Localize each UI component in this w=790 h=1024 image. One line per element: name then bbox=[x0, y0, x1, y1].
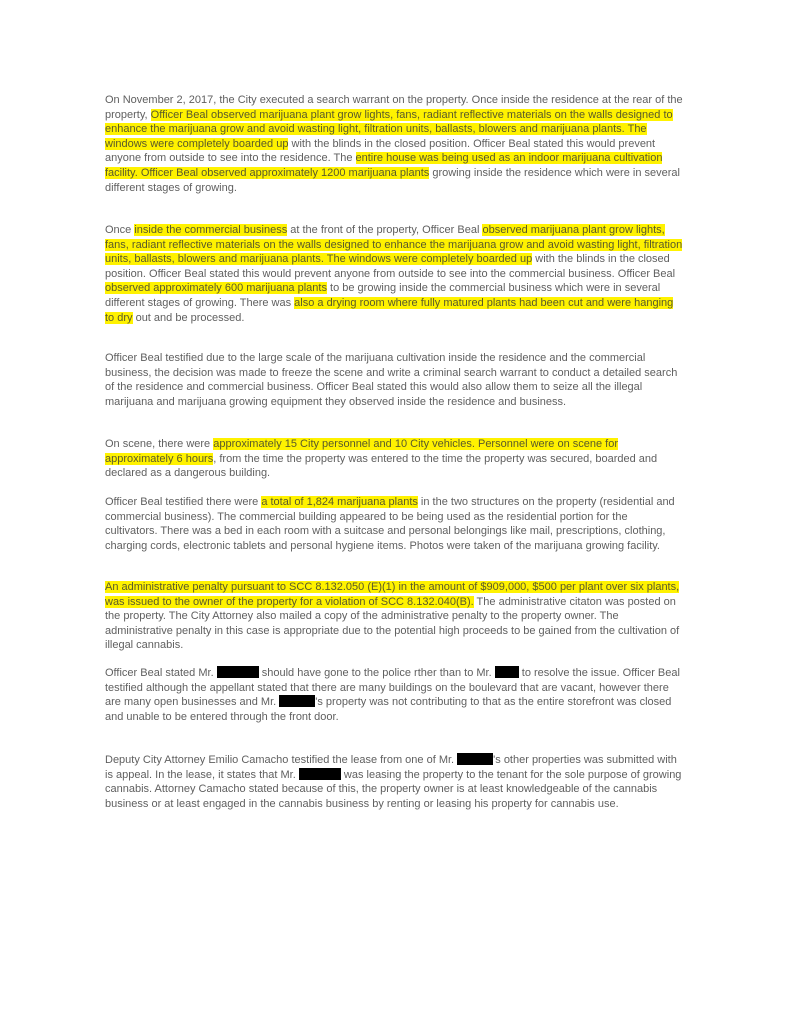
highlighted-text: An administrative penalty pursuant to SCC 8.132.050 (E)(1) in the amount of $909,000, $500 per plant over six plants, was issued to the owner of the property for a violation of SCC 8.132.040(B). bbox=[105, 581, 680, 608]
paragraph-commercial-business bbox=[105, 223, 683, 325]
paragraph-text: 's property was not contributing to that as the entire storefront was closed and unable to be entered through the front door. bbox=[105, 696, 672, 723]
paragraph-text: , from the time the property was entered to the time the property was secured, boarded and declared as a dangerous building. bbox=[105, 452, 658, 480]
paragraph-total-plants bbox=[105, 495, 683, 553]
highlighted-text: inside the commercial business bbox=[134, 224, 288, 236]
paragraph-text: at the front of the property, Officer Beal bbox=[287, 224, 483, 236]
highlighted-text: Officer Beal observed marijuana plant grow lights, fans, radiant reflective materials on the walls designed to enhance the marijuana grow and avoid wasting light, filtration units, ballasts, blowers and marijuana plants. The windows were completely boarded up bbox=[105, 108, 673, 150]
paragraph-text: On scene, there were bbox=[105, 438, 214, 450]
paragraph-text: growing inside the residence which were in several different stages of growing. bbox=[105, 166, 680, 194]
redaction-box bbox=[279, 695, 315, 707]
paragraph-text: On November 2, 2017, the City executed a search warrant on the property. Once inside the residence at the rear of the property, bbox=[105, 94, 683, 121]
redaction-box bbox=[299, 768, 341, 780]
paragraph-text: Deputy City Attorney Emilio Camacho testified the lease from one of Mr. bbox=[105, 754, 458, 766]
redaction-box bbox=[457, 753, 493, 765]
paragraph-text: 's other properties was submitted with is appeal. In the lease, it states that Mr. bbox=[105, 754, 677, 781]
paragraph-search-warrant-residence bbox=[105, 93, 683, 195]
highlighted-text: observed approximately 600 marijuana plants bbox=[105, 282, 327, 295]
paragraph-on-scene-personnel bbox=[105, 437, 683, 481]
redaction-box bbox=[217, 666, 259, 678]
paragraph-text: should have gone to the police rther than to Mr. bbox=[258, 667, 495, 679]
highlighted-text: entire house was being used as an indoor marijuana cultivation facility. Officer Beal observed approximately 1200 marijuana plants bbox=[105, 152, 663, 179]
paragraph-deputy-city-attorney bbox=[105, 753, 683, 811]
highlighted-text: observed marijuana plant grow lights, fans, radiant reflective materials on the walls designed to enhance the marijuana grow and avoid wasting light, filtration units, ballasts, blowers and marijuana plants. The windows were completely boarded up bbox=[105, 224, 683, 266]
paragraph-text: Officer Beal stated Mr. bbox=[105, 667, 217, 679]
redaction-box bbox=[495, 666, 519, 678]
paragraph-text: was leasing the property to the tenant for the sole purpose of growing cannabis. Attorney Camacho stated because of this, the property owner is at least knowledgeable of the cannabis business or at least engaged in the cannabis business by renting or leasing his property for cannabis use. bbox=[105, 768, 682, 810]
highlighted-text: also a drying room where fully matured plants had been cut and were hanging to dry bbox=[105, 296, 674, 324]
paragraph-text: with the blinds in the closed position. Officer Beal stated this would prevent anyone from outside to see into the commercial business. Officer Beal bbox=[105, 253, 676, 280]
paragraph-freeze-scene bbox=[105, 351, 683, 409]
paragraph-text: Officer Beal testified due to the large scale of the marijuana cultivation inside the residence and the commercial business, the decision was made to freeze the scene and write a criminal search warrant to conduct a detailed search of the residence and commercial business. Officer Beal stated this would also allow them to seize all the illegal marijuana and marijuana growing equipment they observed inside the residence and business. bbox=[105, 352, 678, 408]
highlighted-text: approximately 15 City personnel and 10 City vehicles. Personnel were on scene for approximately 6 hours bbox=[105, 438, 619, 465]
paragraph-administrative-penalty bbox=[105, 580, 683, 653]
paragraph-text: to be growing inside the commercial business which were in several different stages of growing. There was bbox=[105, 282, 661, 309]
paragraph-text: out and be processed. bbox=[132, 311, 245, 324]
paragraph-text: in the two structures on the property (residential and commercial business). The commercial building appeared to be being used as the residential portion for the cultivators. There was a bed in each room with a suitcase and personal belongings like mail, prescriptions, clothing, charging cords, electronic tablets and personal hygiene items. Photos were taken of the marijuana growing facility. bbox=[105, 496, 675, 552]
paragraph-text: Officer Beal testified there were bbox=[105, 496, 262, 508]
paragraph-text: The administrative citaton was posted on the property. The City Attorney also mailed a copy of the administrative penalty to the property owner. The administrative penalty in this case is appropriate due to the potential high proceeds to be gained from the cultivation of illegal cannabis. bbox=[105, 595, 680, 652]
paragraph-police-statement bbox=[105, 666, 683, 724]
paragraph-text: with the blinds in the closed position. Officer Beal stated this would prevent anyone from outside to see into the residence. The bbox=[105, 137, 656, 165]
paragraph-text: to resolve the issue. Officer Beal testified although the appellant stated that there are many buildings on the boulevard that are vacant, however there are many open businesses and Mr. bbox=[105, 667, 680, 709]
paragraph-text: Once bbox=[105, 224, 135, 236]
highlighted-text: a total of 1,824 marijuana plants bbox=[261, 496, 418, 508]
